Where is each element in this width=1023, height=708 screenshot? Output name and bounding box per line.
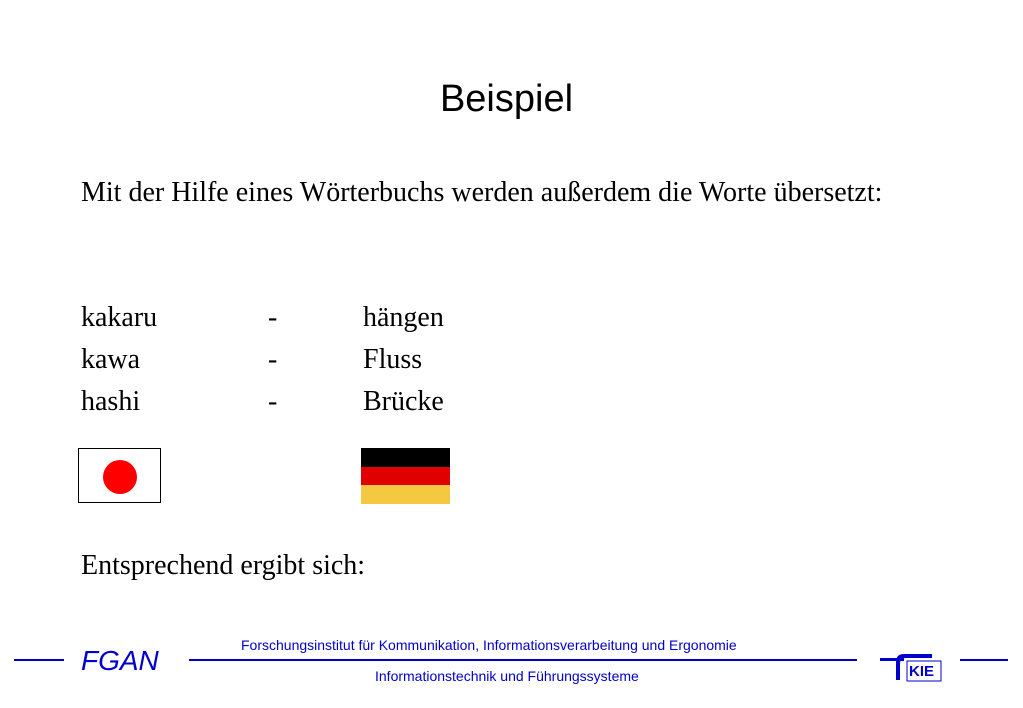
- footer-institute: Forschungsinstitut für Kommunikation, Informationsverarbeitung und Ergonomie: [241, 637, 737, 653]
- dictionary-entry: [81, 297, 581, 339]
- footer-department: Informationstechnik und Führungssysteme: [375, 668, 639, 684]
- germany-flag-icon: [361, 448, 450, 504]
- footer-rule-right: [960, 659, 1008, 661]
- germany-flag-band-black: [361, 448, 450, 467]
- japanese-word: kawa: [81, 344, 141, 375]
- entry-separator: -: [268, 302, 278, 333]
- japanese-word: kakaru: [81, 302, 158, 333]
- japanese-word: hashi: [81, 386, 141, 417]
- conclusion-text: Entsprechend ergibt sich:: [81, 550, 366, 581]
- kie-logo-text: KIE: [909, 663, 935, 680]
- japan-flag-icon: [78, 448, 161, 503]
- german-word: Brücke: [363, 386, 444, 417]
- german-word: hängen: [363, 302, 444, 333]
- japan-flag-disc: [103, 460, 137, 494]
- entry-separator: -: [268, 386, 278, 417]
- slide-title: Beispiel: [439, 78, 574, 120]
- kie-logo: [880, 648, 942, 682]
- dictionary-entry: [81, 381, 581, 423]
- germany-flag-band-gold: [361, 485, 450, 504]
- intro-text: Mit der Hilfe eines Wörterbuchs werden außerdem die Worte übersetzt:: [81, 177, 883, 208]
- entry-separator: -: [268, 344, 278, 375]
- fgan-logo: FGAN: [81, 645, 159, 676]
- dictionary-entry: [81, 339, 581, 381]
- germany-flag-band-red: [361, 467, 450, 486]
- footer-rule-left: [14, 659, 64, 661]
- dictionary-list: [81, 297, 581, 423]
- german-word: Fluss: [363, 344, 423, 375]
- footer-rule-center: [189, 659, 857, 661]
